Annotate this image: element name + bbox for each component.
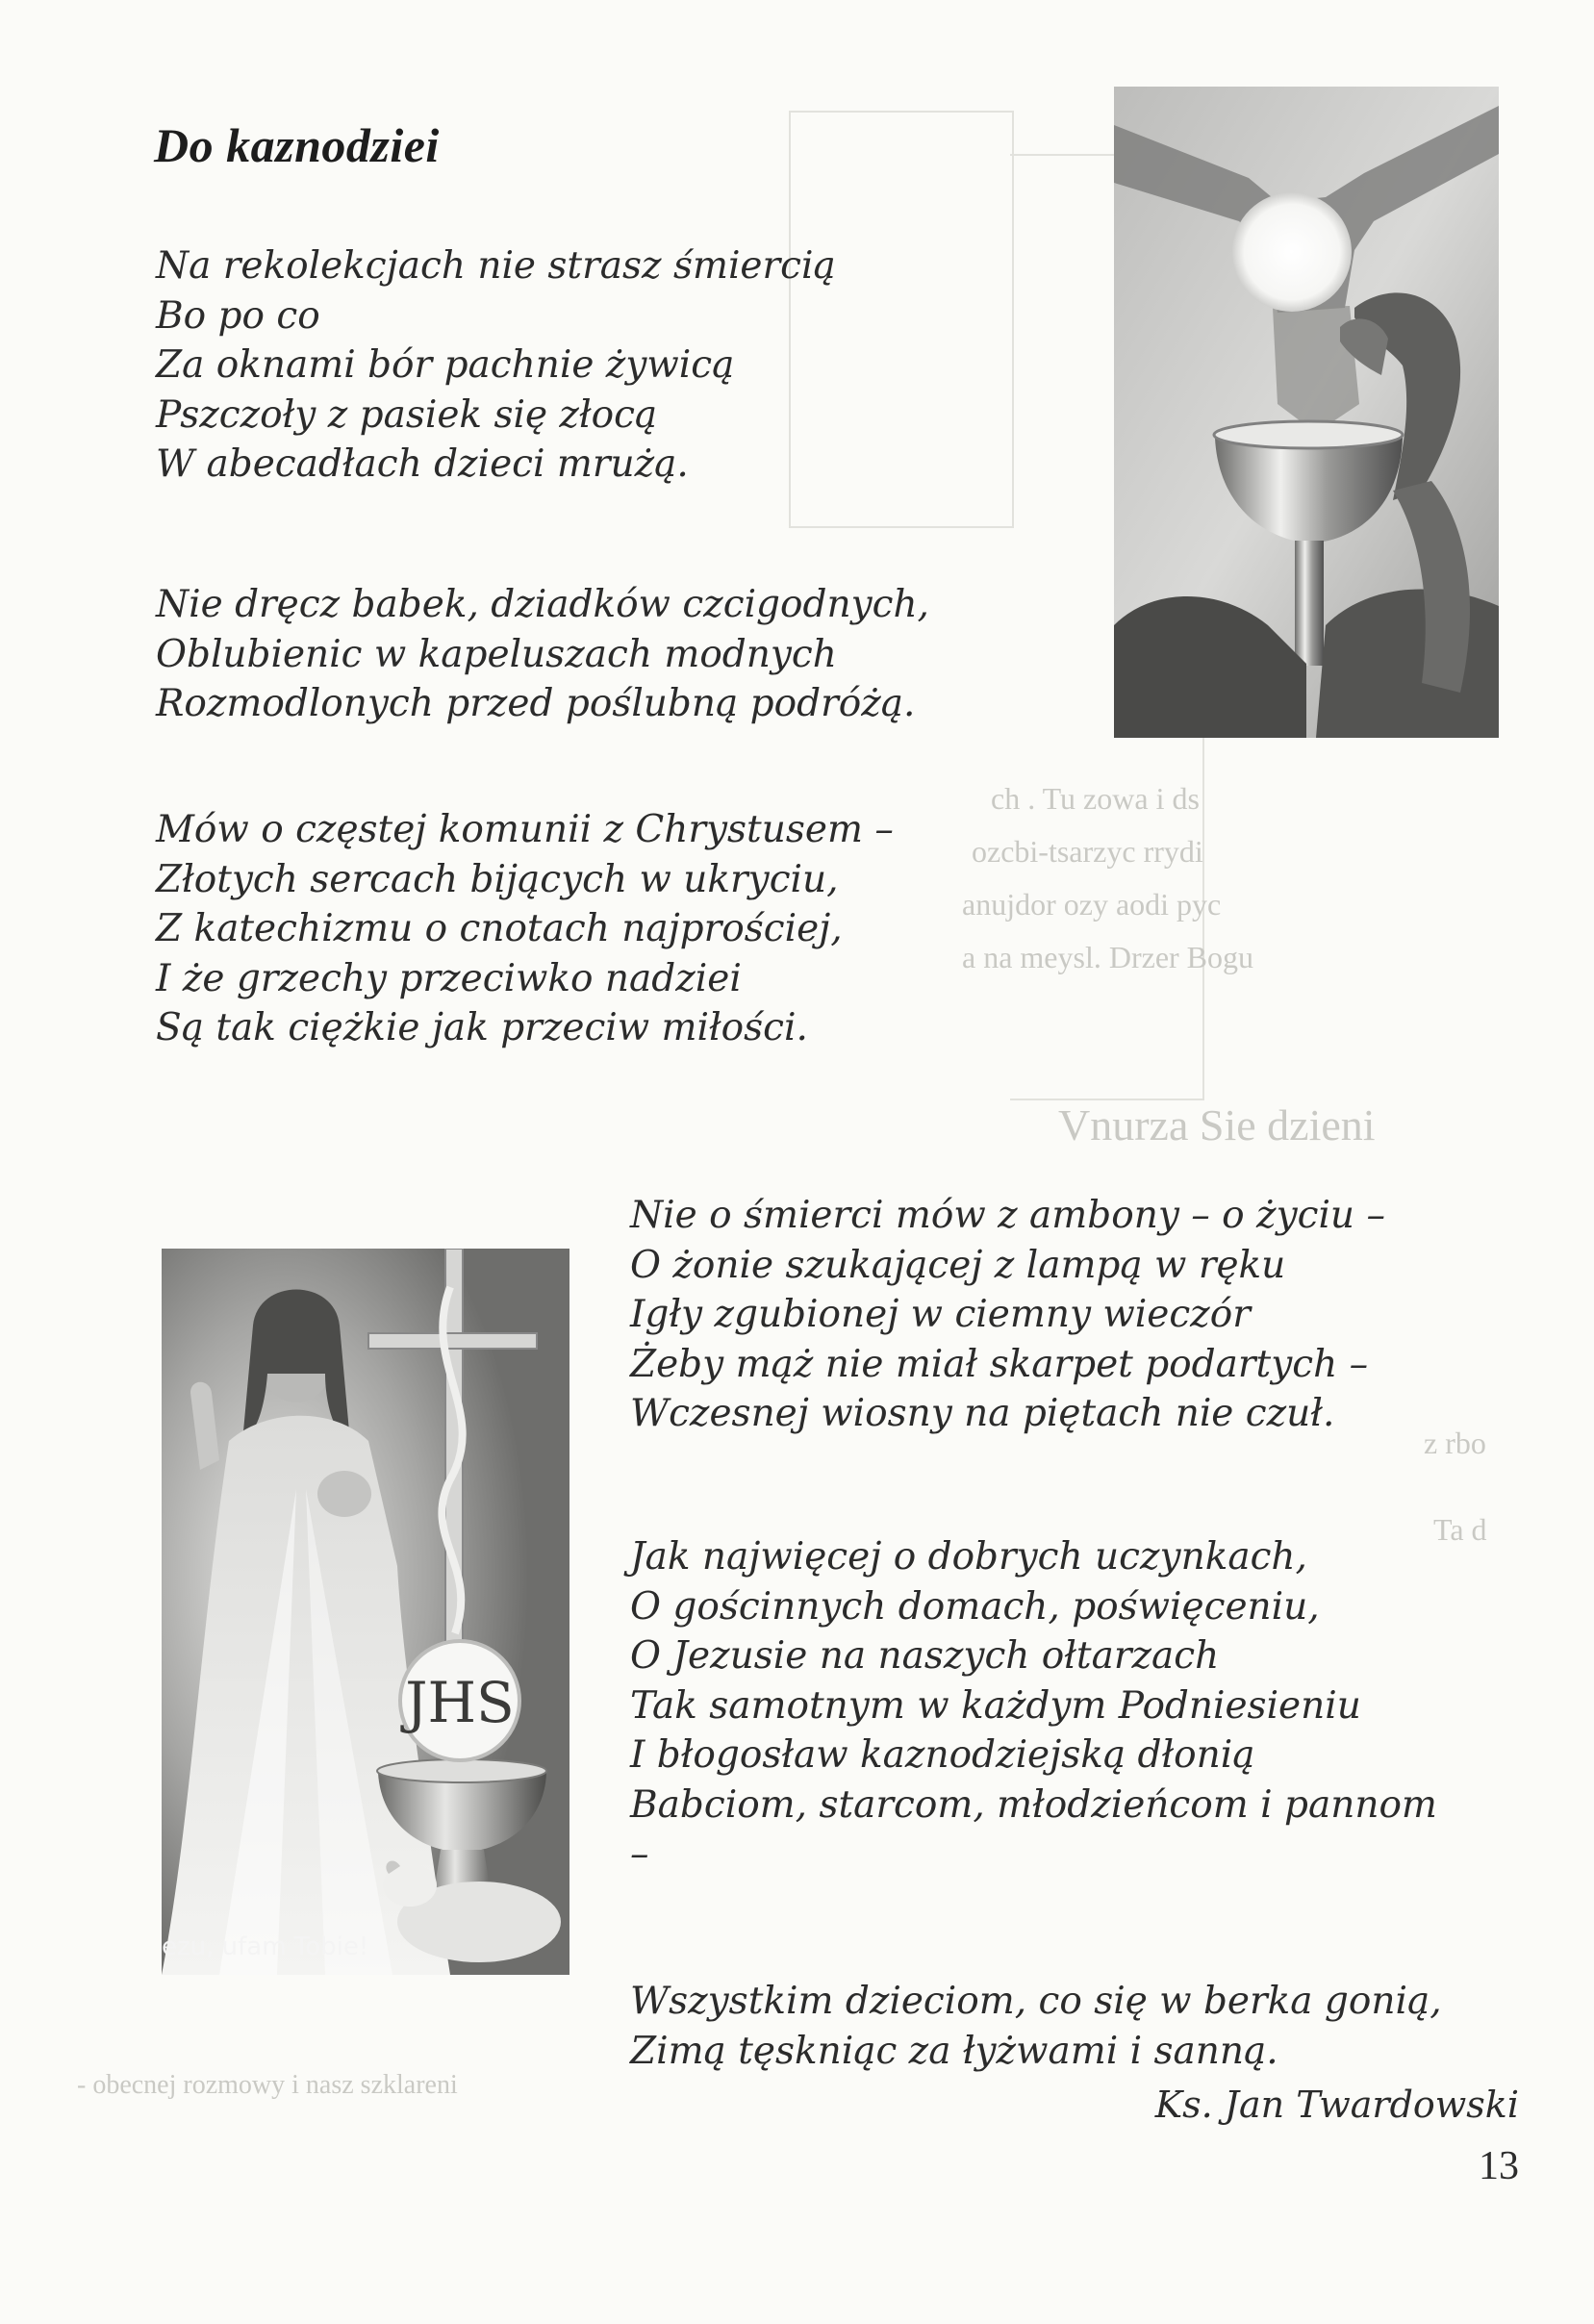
poem-line: Za oknami bór pachnie żywicą — [156, 343, 735, 387]
poem-line: Żeby mąż nie miał skarpet podartych – — [630, 1342, 1369, 1386]
poem-line: W abecadłach dzieci mrużą. — [156, 442, 689, 486]
eucharist-photo — [1114, 87, 1499, 738]
poem-line: Nie dręcz babek, dziadków czcigodnych, — [156, 583, 929, 626]
image-caption: ezu, ufam Tobie! — [162, 1932, 369, 1961]
poem-line: Tak samotnym w każdym Podniesieniu — [630, 1683, 1361, 1728]
poem-line: Rozmodlonych przed poślubną podróżą. — [156, 682, 916, 725]
poem-line: Babciom, starcom, młodzieńcom i pannom — [630, 1782, 1437, 1827]
poem-line: Jak najwięcej o dobrych uczynkach, — [630, 1535, 1307, 1579]
host-monogram: JHS — [405, 1670, 515, 1735]
page-number: 13 — [1479, 2144, 1519, 2188]
poem-line: I błogosław kaznodziejską dłonią — [630, 1733, 1255, 1777]
stanza-1 — [156, 241, 836, 490]
poem-line: O żonie szukającej z lampą w ręku — [630, 1243, 1286, 1287]
poem-line: Złotych sercach bijących w ukryciu, — [156, 857, 839, 901]
divine-mercy-photo-icon — [162, 1249, 569, 1975]
poem-line: Są tak ciężkie jak przeciw miłości. — [156, 1006, 808, 1049]
poem-author: Ks. Jan Twardowski — [1154, 2084, 1519, 2126]
stanza-6 — [630, 1977, 1442, 2076]
poem-line: Nie o śmierci mów z ambony – o życiu – — [630, 1194, 1385, 1237]
host-chalice-photo-icon — [1114, 87, 1499, 738]
poem-line: Na rekolekcjach nie strasz śmiercią — [156, 244, 836, 288]
poem-line: Z katechizmu o cnotach najprościej, — [156, 907, 843, 950]
poem-title: Do kaznodziei — [154, 118, 440, 172]
poem-line: Mów o częstej komunii z Chrystusem – — [156, 808, 894, 851]
poem-line: Wczesnej wiosny na piętach nie czuł. — [630, 1392, 1335, 1435]
poem-line: – — [630, 1832, 649, 1876]
stanza-5 — [630, 1532, 1437, 1880]
poem-line: O gościnnych domach, poświęceniu, — [630, 1584, 1320, 1629]
poem-line: Wszystkim dzieciom, co się w berka gonią, — [630, 1980, 1442, 2023]
divine-mercy-image — [162, 1249, 569, 1975]
poem-line: I że grzechy przeciwko nadziei — [156, 956, 742, 1000]
poem-line: Igły zgubionej w ciemny wieczór — [630, 1293, 1251, 1336]
poem-line: Bo po co — [156, 293, 320, 338]
stanza-3 — [156, 805, 894, 1053]
poem-line: Zimą tęskniąc za łyżwami i sanną. — [630, 2029, 1278, 2073]
poem-line: Oblubienic w kapeluszach modnych — [156, 632, 837, 676]
stanza-2 — [156, 580, 929, 729]
stanza-4 — [630, 1191, 1385, 1439]
poem-line: O Jezusie na naszych ołtarzach — [630, 1634, 1220, 1678]
poem-line: Pszczoły z pasiek się złocą — [156, 392, 658, 437]
